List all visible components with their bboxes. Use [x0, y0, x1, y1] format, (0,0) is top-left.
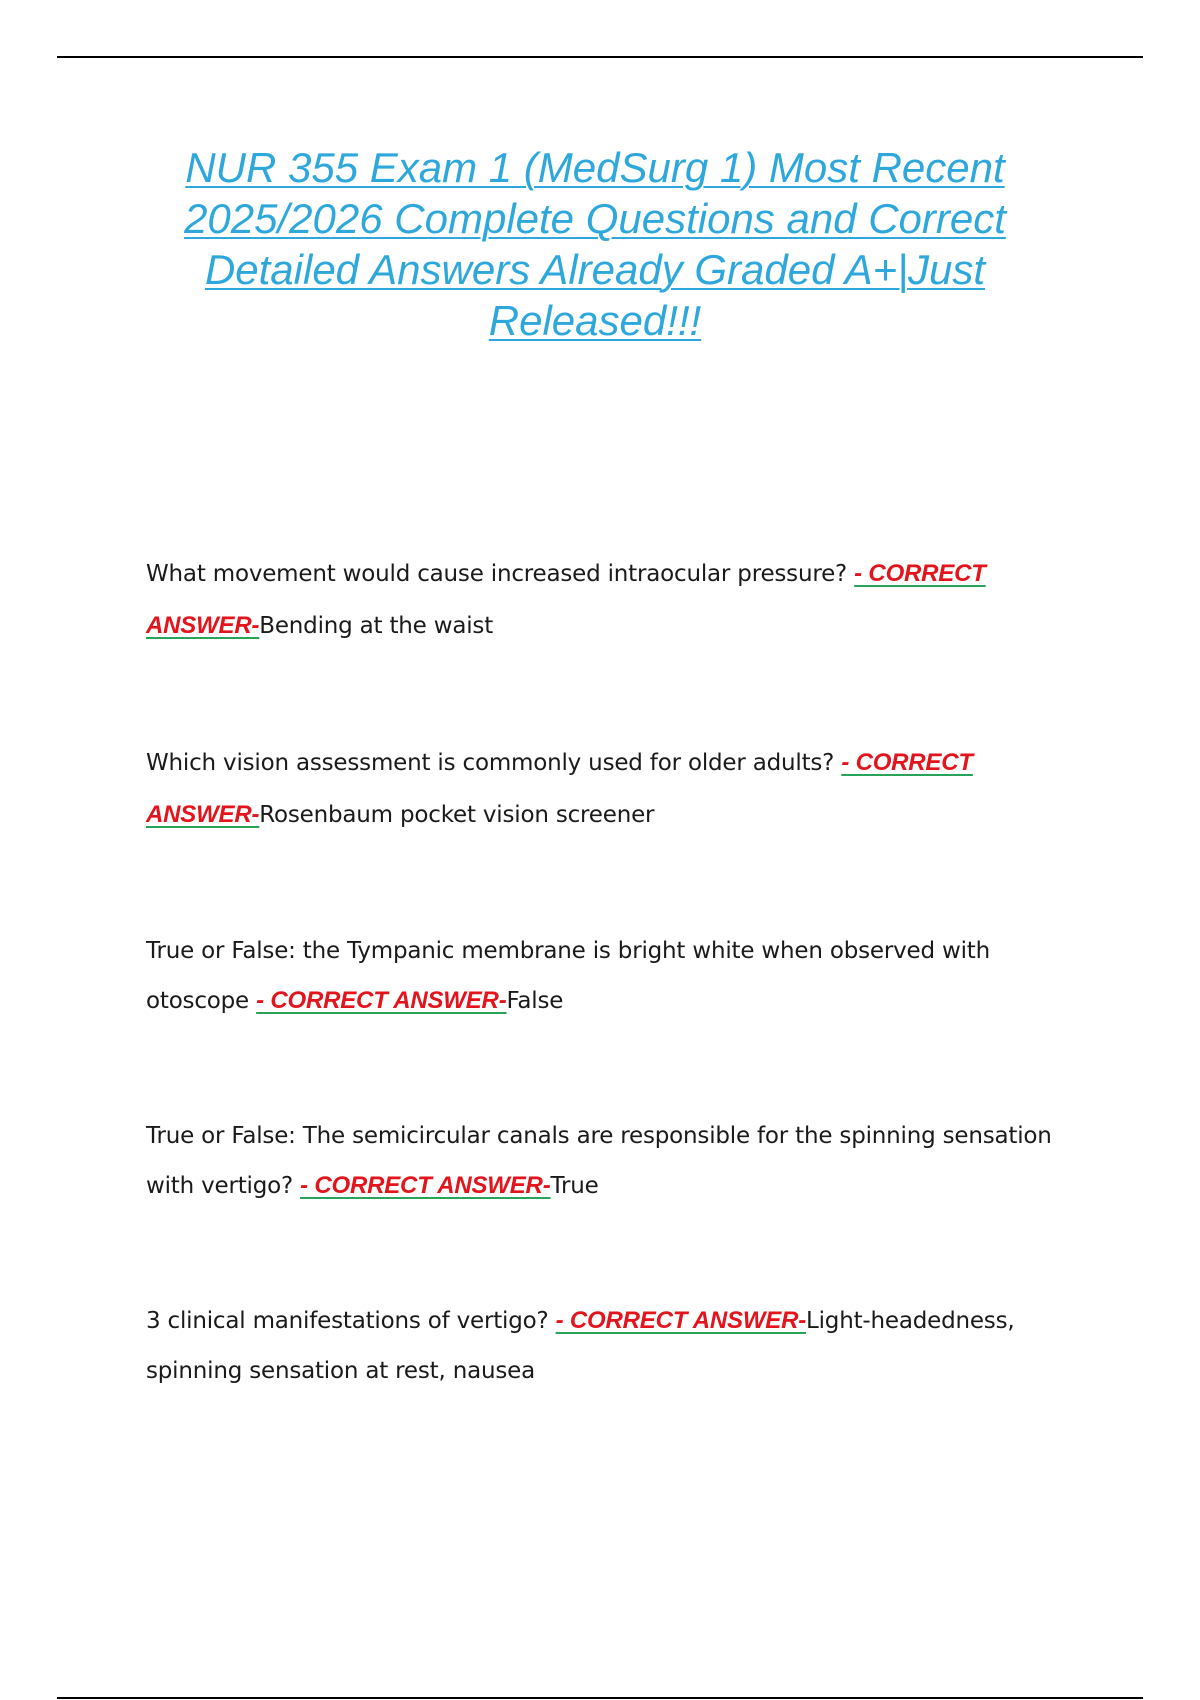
correct-answer-marker: - CORRECT ANSWER- — [146, 749, 973, 828]
question-text: Which vision assessment is commonly used for older adults? — [146, 750, 842, 776]
answer-text: True — [550, 1173, 599, 1199]
answer-text: Bending at the waist — [259, 613, 494, 639]
qa-item-3 — [146, 926, 1076, 1026]
correct-answer-marker: - CORRECT ANSWER- — [300, 1172, 551, 1199]
answer-text: Rosenbaum pocket vision screener — [259, 802, 655, 828]
question-text: What movement would cause increased intraocular pressure? — [146, 561, 855, 587]
correct-answer-marker: - CORRECT ANSWER- — [555, 1307, 806, 1334]
qa-item-4 — [146, 1111, 1076, 1211]
qa-item-2 — [146, 737, 1076, 841]
qa-list — [146, 548, 1076, 1481]
question-text: True or False: The semicircular canals are responsible for the spinning sensation with vertigo? — [146, 1123, 1052, 1199]
answer-text: False — [506, 988, 564, 1014]
qa-item-5 — [146, 1296, 1076, 1396]
question-text: True or False: the Tympanic membrane is bright white when observed with otoscope — [146, 938, 990, 1014]
qa-item-1 — [146, 548, 1076, 652]
top-rule — [57, 56, 1143, 58]
correct-answer-marker: - CORRECT ANSWER- — [146, 560, 986, 639]
correct-answer-marker: - CORRECT ANSWER- — [256, 987, 507, 1014]
question-text: 3 clinical manifestations of vertigo? — [146, 1308, 556, 1334]
document-title[interactable]: NUR 355 Exam 1 (MedSurg 1) Most Recent 2025/2026 Complete Questions and Correct Detailed Answers Already Graded A+|Just Released!!! — [184, 144, 1006, 344]
bottom-rule — [57, 1697, 1143, 1699]
answer-text: Light-headedness, spinning sensation at rest, nausea — [146, 1308, 1015, 1384]
